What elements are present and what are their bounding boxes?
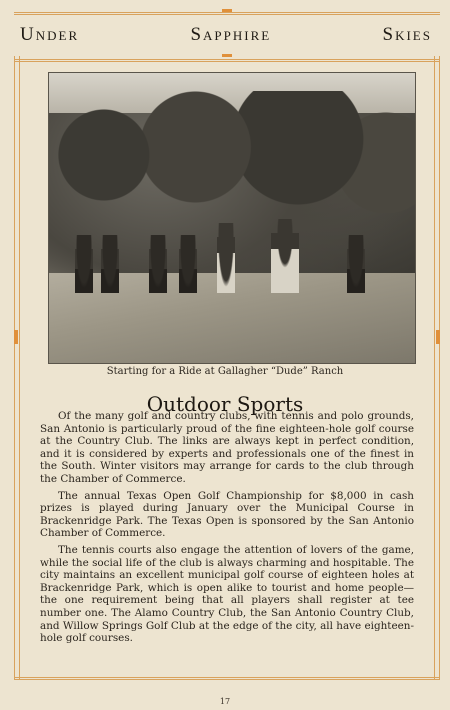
photo-caption: Starting for a Ride at Gallagher “Dude” Ranch: [106, 366, 344, 377]
article-body: [40, 410, 414, 649]
section-title: Outdoor Sports: [146, 392, 304, 416]
ranch-photograph: [48, 72, 416, 364]
rider-figure: [179, 235, 197, 293]
paragraph: The annual Texas Open Golf Championship for $8,000 in cash prizes is played during January over the Municipal Course in Brackenridge Park. The Texas Open is sponsored by the San Antonio Chamber of Commerce.: [40, 489, 414, 540]
paragraph: Of the many golf and country clubs, with tennis and polo grounds, San Antonio is particularly proud of the fine eighteen-hole golf course at the Country Club. The links are always kept in perfect condition, and it is considered by experts and professionals one of the finest in the South. Winter visitors may arrange for cards to the club through the Chamber of Commerce.: [40, 410, 414, 485]
rider-figure: [149, 235, 167, 293]
page-number: 17: [219, 697, 231, 706]
header-word: Under: [20, 24, 80, 45]
header-word: Skies: [382, 24, 432, 45]
rider-figure: [75, 235, 93, 293]
bottom-border: [14, 677, 440, 688]
rider-figure: [101, 235, 119, 293]
paragraph: The tennis courts also engage the attention of lovers of the game, while the social life of the club is always charming and hospitable. The city maintains an excellent municipal golf course of eighteen holes at Brackenridge Park, which is open alike to tourist and home people—the one requirement being that all players shall register at tee number one. The Alamo Country Club, the San Antonio Country Club, and Willow Springs Golf Club at the edge of the city, all have eighteen-hole golf courses.: [40, 543, 414, 645]
border-ornament: [222, 9, 232, 12]
rider-figure: [347, 235, 365, 293]
border-ornament: [222, 54, 232, 57]
header-word: Sapphire: [190, 24, 272, 45]
border-ornament: [14, 330, 18, 344]
rider-figure: [217, 223, 235, 293]
border-ornament: [436, 330, 440, 344]
running-header: [20, 22, 432, 48]
rider-figure: [271, 219, 299, 293]
